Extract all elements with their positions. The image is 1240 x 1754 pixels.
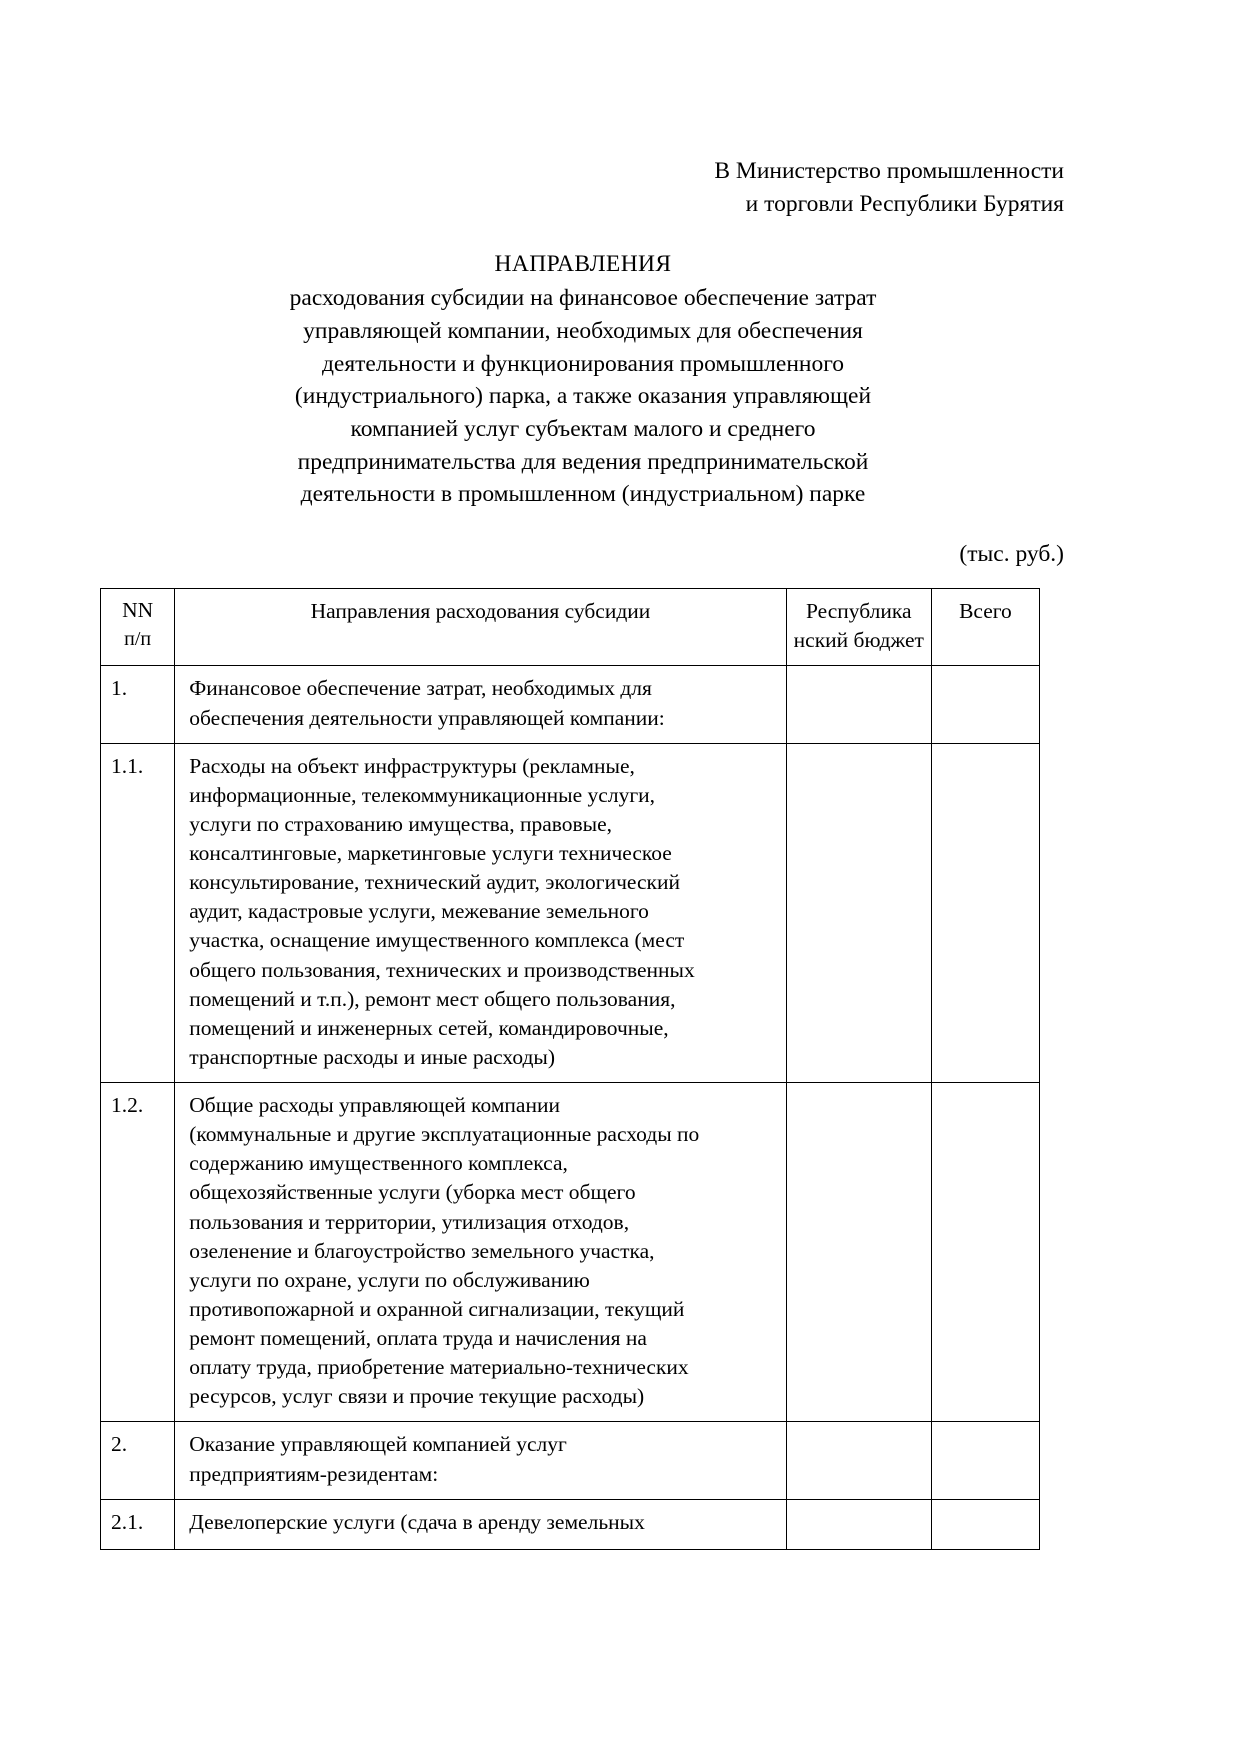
table-row (101, 666, 1040, 743)
row-total-value[interactable] (931, 666, 1039, 743)
subtitle-line: (индустриального) парка, а также оказания управляющей (294, 383, 872, 410)
direction-line: общего пользования, технических и производственных (189, 957, 695, 982)
table-row (101, 743, 1040, 1082)
republic-budget-line: Республика (805, 598, 912, 623)
table-row (101, 1083, 1040, 1422)
direction-line: Расходы на объект инфраструктуры (рекламные, (189, 753, 635, 778)
direction-line: обеспечения деятельности управляющей компании: (189, 705, 665, 730)
direction-line: консультирование, технический аудит, экологический (189, 870, 680, 895)
row-direction (175, 1422, 786, 1499)
table-header-row (101, 588, 1040, 665)
column-header-number-top: NN (122, 597, 154, 622)
row-number: 2.1. (101, 1499, 175, 1549)
row-direction (175, 743, 786, 1082)
direction-line: услуги по страхованию имущества, правовые, (189, 811, 613, 836)
direction-line: участка, оснащение имущественного комплекса (мест (189, 928, 685, 953)
column-header-total: Всего (931, 588, 1039, 665)
row-direction (175, 1499, 786, 1549)
direction-line: помещений и инженерных сетей, командировочные, (189, 1015, 669, 1040)
direction-line: (коммунальные и другие эксплуатационные расходы по (189, 1122, 700, 1147)
direction-line: общехозяйственные услуги (уборка мест общего (189, 1180, 636, 1205)
row-direction (175, 1083, 786, 1422)
row-number: 1. (101, 666, 175, 743)
direction-line: Общие расходы управляющей компании (189, 1093, 560, 1118)
republic-budget-line: бюджет (853, 628, 924, 653)
subtitle-line: деятельности и функционирования промышленного (321, 350, 845, 377)
direction-line: ремонт помещений, оплата труда и начисления на (189, 1326, 647, 1351)
row-republic-budget-value[interactable] (786, 1083, 931, 1422)
row-republic-budget-value[interactable] (786, 1499, 931, 1549)
direction-line: Оказание управляющей компанией услуг (189, 1432, 567, 1457)
direction-line: противопожарной и охранной сигнализации, текущий (189, 1296, 685, 1321)
direction-line: транспортные расходы и иные расходы) (189, 1044, 556, 1069)
row-republic-budget-value[interactable] (786, 666, 931, 743)
page-title: НАПРАВЛЕНИЯ (494, 250, 672, 277)
title-block (100, 248, 1066, 511)
column-header-number-bottom: п/п (124, 627, 152, 650)
row-number: 1.2. (101, 1083, 175, 1422)
row-republic-budget-value[interactable] (786, 1422, 931, 1499)
direction-line: Девелоперские услуги (сдача в аренду земельных (189, 1509, 645, 1534)
table-row (101, 1422, 1040, 1499)
direction-line: услуги по охране, услуги по обслуживанию (189, 1267, 590, 1292)
direction-line: консалтинговые, маркетинговые услуги техническое (189, 841, 672, 866)
direction-line: Финансовое обеспечение затрат, необходимых для (189, 676, 652, 701)
row-number: 1.1. (101, 743, 175, 1082)
column-header-direction: Направления расходования субсидии (175, 588, 786, 665)
direction-line: аудит, кадастровые услуги, межевание земельного (189, 899, 649, 924)
direction-line: информационные, телекоммуникационные услуги, (189, 782, 656, 807)
subtitle-line: управляющей компании, необходимых для обеспечения (303, 318, 863, 345)
direction-line: предприятиям-резидентам: (189, 1461, 439, 1486)
row-number: 2. (101, 1422, 175, 1499)
subtitle-line: расходования субсидии на финансовое обеспечение затрат (289, 285, 877, 312)
units-note: (тыс. руб.) (959, 540, 1064, 567)
table-row (101, 1499, 1040, 1549)
row-total-value[interactable] (931, 743, 1039, 1082)
direction-line: ресурсов, услуг связи и прочие текущие расходы) (189, 1384, 645, 1409)
table-body (101, 666, 1040, 1549)
row-total-value[interactable] (931, 1499, 1039, 1549)
page-content (100, 0, 1066, 1550)
row-total-value[interactable] (931, 1422, 1039, 1499)
row-total-value[interactable] (931, 1083, 1039, 1422)
subtitle-line: предпринимательства для ведения предпринимательской (297, 448, 869, 475)
row-republic-budget-value[interactable] (786, 743, 931, 1082)
direction-line: озеленение и благоустройство земельного участка, (189, 1238, 655, 1263)
addressee-line-2: и торговли Республики Бурятия (745, 191, 1064, 218)
row-direction (175, 666, 786, 743)
column-header-number (101, 588, 175, 665)
column-header-republic-budget (786, 588, 931, 665)
subsidy-directions-table (100, 588, 1040, 1550)
direction-line: содержанию имущественного комплекса, (189, 1151, 568, 1176)
page-subtitle (100, 282, 1066, 511)
subtitle-line: компанией услуг субъектам малого и среднего (350, 416, 816, 442)
republic-budget-line: нский (793, 628, 849, 653)
direction-line: пользования и территории, утилизация отходов, (189, 1209, 630, 1234)
direction-line: помещений и т.п.), ремонт мест общего пользования, (189, 986, 676, 1011)
addressee-line-1: В Министерство промышленности (714, 158, 1064, 184)
addressee-block (100, 155, 1066, 222)
subtitle-line: деятельности в промышленном (индустриальном) парке (300, 481, 866, 508)
direction-line: оплату труда, приобретение материально-технических (189, 1355, 689, 1380)
